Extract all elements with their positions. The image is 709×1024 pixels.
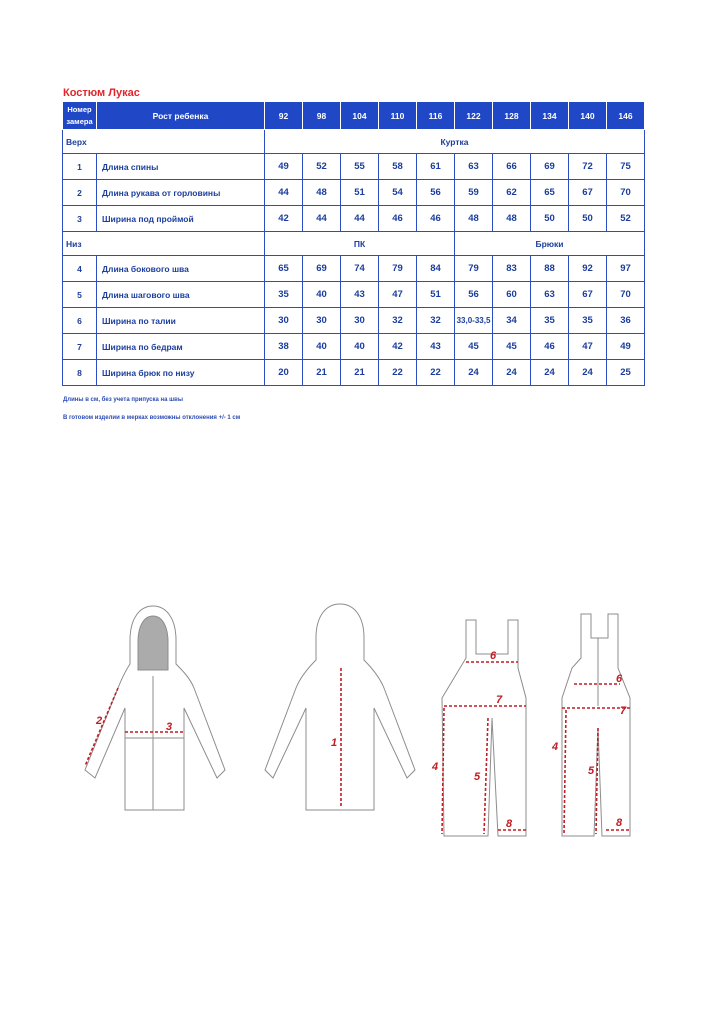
table-cell: 56 (455, 282, 493, 308)
table-cell: 30 (303, 308, 341, 334)
table-cell: 46 (379, 206, 417, 232)
measure-label: 3 (166, 721, 173, 733)
table-cell: 43 (341, 282, 379, 308)
section-label: Низ (63, 232, 265, 256)
table-cell: 61 (417, 154, 455, 180)
table-cell: 79 (455, 256, 493, 282)
measure-label: 4 (552, 741, 559, 753)
header-size: 92 (265, 102, 303, 130)
table-cell: 69 (303, 256, 341, 282)
table-row (63, 282, 645, 308)
table-cell: 49 (265, 154, 303, 180)
header-size: 122 (455, 102, 493, 130)
row-number: 7 (63, 334, 97, 360)
header-size: 128 (493, 102, 531, 130)
table-cell: 47 (379, 282, 417, 308)
jacket-back-sketch (265, 604, 415, 810)
measure-label: 8 (616, 817, 623, 829)
table-cell: 52 (303, 154, 341, 180)
header-size: 116 (417, 102, 455, 130)
row-label: Длина спины (97, 154, 265, 180)
jacket-front-sketch (85, 606, 225, 810)
table-cell: 70 (607, 180, 645, 206)
row-number: 8 (63, 360, 97, 386)
table-cell: 48 (303, 180, 341, 206)
table-cell: 32 (379, 308, 417, 334)
table-cell: 46 (417, 206, 455, 232)
table-cell: 44 (303, 206, 341, 232)
section-product: Брюки (455, 232, 645, 256)
table-cell: 21 (303, 360, 341, 386)
table-cell: 70 (607, 282, 645, 308)
row-label: Ширина по бедрам (97, 334, 265, 360)
header-number: Номер замера (63, 102, 97, 130)
table-cell: 45 (455, 334, 493, 360)
table-cell: 51 (417, 282, 455, 308)
table-cell: 32 (417, 308, 455, 334)
table-cell: 35 (531, 308, 569, 334)
measure-label: 6 (490, 650, 497, 662)
table-row (63, 180, 645, 206)
row-number: 3 (63, 206, 97, 232)
table-cell: 34 (493, 308, 531, 334)
row-number: 6 (63, 308, 97, 334)
header-height: Рост ребенка (97, 102, 265, 130)
table-cell: 24 (569, 360, 607, 386)
table-cell: 30 (341, 308, 379, 334)
table-cell: 66 (493, 154, 531, 180)
section-product: ПК (265, 232, 455, 256)
table-cell: 45 (493, 334, 531, 360)
table-cell: 24 (493, 360, 531, 386)
table-cell: 50 (531, 206, 569, 232)
table-cell: 79 (379, 256, 417, 282)
table-cell: 48 (455, 206, 493, 232)
header-size: 146 (607, 102, 645, 130)
table-cell: 52 (607, 206, 645, 232)
table-cell: 30 (265, 308, 303, 334)
table-cell: 60 (493, 282, 531, 308)
table-row (63, 360, 645, 386)
table-cell: 44 (265, 180, 303, 206)
measure-label: 4 (432, 761, 439, 773)
table-cell: 47 (569, 334, 607, 360)
row-label: Ширина под проймой (97, 206, 265, 232)
table-header-row (63, 102, 645, 130)
table-cell: 35 (265, 282, 303, 308)
size-table (62, 101, 645, 386)
table-cell: 22 (417, 360, 455, 386)
table-cell: 46 (531, 334, 569, 360)
table-cell: 92 (569, 256, 607, 282)
pants-front-sketch (431, 620, 526, 836)
sketches-svg (60, 598, 660, 858)
note-deviation: В готовом изделии в мерках возможны отклонения +/- 1 см (63, 415, 241, 421)
pants-back-sketch (551, 614, 630, 836)
table-cell: 65 (265, 256, 303, 282)
table-cell: 63 (455, 154, 493, 180)
table-cell: 56 (417, 180, 455, 206)
table-cell: 59 (455, 180, 493, 206)
row-label: Ширина брюк по низу (97, 360, 265, 386)
table-row (63, 206, 645, 232)
table-cell: 20 (265, 360, 303, 386)
table-row (63, 154, 645, 180)
row-number: 4 (63, 256, 97, 282)
table-cell: 25 (607, 360, 645, 386)
section-row-top (63, 130, 645, 154)
table-cell: 40 (303, 282, 341, 308)
measure-label: 1 (331, 737, 338, 749)
note-lengths: Длины в см, без учета припуска на швы (63, 397, 183, 403)
table-cell: 36 (607, 308, 645, 334)
measure-label: 6 (616, 673, 623, 685)
row-number: 1 (63, 154, 97, 180)
table-cell: 49 (607, 334, 645, 360)
table-cell: 48 (493, 206, 531, 232)
table-cell: 83 (493, 256, 531, 282)
table-cell: 62 (493, 180, 531, 206)
table-cell: 42 (265, 206, 303, 232)
header-size: 140 (569, 102, 607, 130)
table-cell: 35 (569, 308, 607, 334)
measure-label: 5 (588, 765, 595, 777)
section-row-bottom (63, 232, 645, 256)
table-cell: 84 (417, 256, 455, 282)
section-label: Верх (63, 130, 265, 154)
table-cell: 40 (341, 334, 379, 360)
row-label: Длина рукава от горловины (97, 180, 265, 206)
table-cell: 44 (341, 206, 379, 232)
table-cell: 24 (455, 360, 493, 386)
measure-label: 8 (506, 818, 513, 830)
section-product: Куртка (265, 130, 645, 154)
table-cell: 88 (531, 256, 569, 282)
table-cell: 58 (379, 154, 417, 180)
table-cell: 24 (531, 360, 569, 386)
table-cell: 67 (569, 282, 607, 308)
row-number: 5 (63, 282, 97, 308)
row-number: 2 (63, 180, 97, 206)
table-cell: 43 (417, 334, 455, 360)
row-label: Длина шагового шва (97, 282, 265, 308)
garment-sketches (60, 598, 660, 858)
table-cell: 51 (341, 180, 379, 206)
table-row (63, 308, 645, 334)
header-size: 98 (303, 102, 341, 130)
header-size: 104 (341, 102, 379, 130)
table-cell: 67 (569, 180, 607, 206)
table-cell: 65 (531, 180, 569, 206)
table-cell: 40 (303, 334, 341, 360)
row-label: Ширина по талии (97, 308, 265, 334)
table-cell: 63 (531, 282, 569, 308)
measure-label: 7 (620, 705, 627, 717)
table-cell: 21 (341, 360, 379, 386)
table-cell: 69 (531, 154, 569, 180)
table-cell: 75 (607, 154, 645, 180)
table-cell: 97 (607, 256, 645, 282)
table-cell: 55 (341, 154, 379, 180)
table-row (63, 256, 645, 282)
table-cell: 50 (569, 206, 607, 232)
table-cell: 72 (569, 154, 607, 180)
measure-label: 5 (474, 771, 481, 783)
table-cell: 22 (379, 360, 417, 386)
table-cell: 42 (379, 334, 417, 360)
table-cell: 38 (265, 334, 303, 360)
measure-label: 7 (496, 694, 503, 706)
page-title: Костюм Лукас (63, 87, 140, 99)
table-row (63, 334, 645, 360)
measure-label: 2 (96, 715, 103, 727)
table-cell: 74 (341, 256, 379, 282)
table-cell: 33,0-33,5 (455, 308, 493, 334)
table-cell: 54 (379, 180, 417, 206)
header-size: 134 (531, 102, 569, 130)
header-size: 110 (379, 102, 417, 130)
row-label: Длина бокового шва (97, 256, 265, 282)
